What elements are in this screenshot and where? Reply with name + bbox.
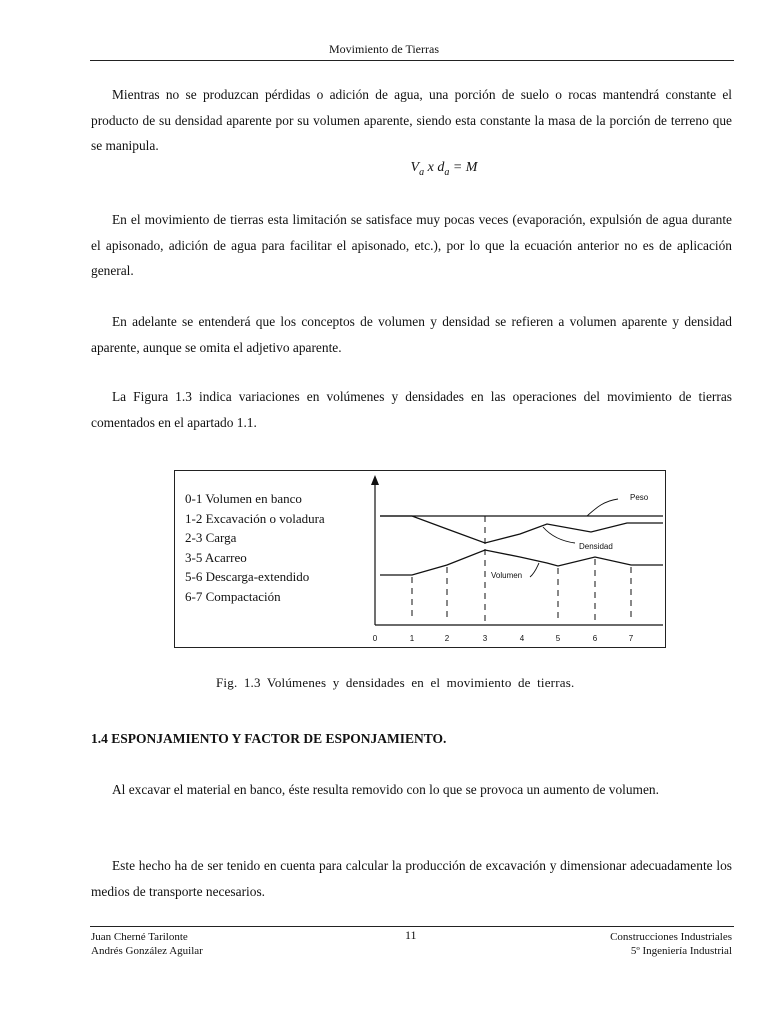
footer-author-1: Juan Cherné Tarilonte	[91, 931, 188, 943]
tick-label: 3	[482, 634, 488, 643]
tick-label: 2	[444, 634, 450, 643]
legend-item: 6-7 Compactación	[185, 588, 281, 604]
footer-author-2: Andrés González Aguilar	[91, 945, 203, 957]
header-rule	[90, 60, 734, 61]
paragraph-1: Mientras no se produzcan pérdidas o adición de agua, una porción de suelo o rocas mantendrá constante el producto de su densidad aparente por su volumen aparente, siendo esta constante la masa de la porción de terreno que se manipula.	[91, 87, 732, 153]
legend-item: 3-5 Acarreo	[185, 549, 247, 565]
section-heading: 1.4 ESPONJAMIENTO Y FACTOR DE ESPONJAMIENTO.	[91, 731, 447, 746]
figure-caption: Fig. 1.3 Volúmenes y densidades en el movimiento de tierras.	[216, 675, 575, 690]
tick-label: 0	[372, 634, 378, 643]
densidad-leader	[543, 527, 575, 543]
volumen-leader	[530, 563, 539, 577]
equation-sub-2: a	[444, 166, 450, 178]
peso-label: Peso	[630, 493, 649, 502]
peso-leader	[587, 499, 618, 516]
page-number: 11	[405, 928, 417, 942]
section-paragraph-1: Al excavar el material en banco, éste resulta removido con lo que se provoca un aumento de volumen.	[112, 782, 659, 797]
equation-mid: x d	[424, 160, 445, 175]
densidad-line	[380, 516, 663, 543]
figure-1-3	[174, 470, 666, 648]
tick-label: 5	[555, 634, 561, 643]
legend-item: 0-1 Volumen en banco	[185, 491, 302, 506]
figure-diagram	[175, 471, 665, 647]
equation-sub-1: a	[419, 166, 425, 178]
legend-item: 5-6 Descarga-extendido	[185, 569, 310, 584]
footer-course-line-1: Construcciones Industriales	[610, 931, 732, 943]
tick-label: 4	[519, 634, 525, 643]
tick-label: 7	[628, 634, 634, 643]
tick-label: 6	[592, 634, 598, 643]
footer-authors	[91, 930, 203, 958]
paragraph-3: En adelante se entenderá que los conceptos de volumen y densidad se refieren a volumen aparente y densidad aparente, aunque se omita el adjetivo aparente.	[91, 314, 732, 355]
paragraph-4: La Figura 1.3 indica variaciones en volúmenes y densidades en las operaciones del movimiento de tierras comentados en el apartado 1.1.	[91, 389, 732, 430]
densidad-label: Densidad	[579, 542, 613, 551]
running-header: Movimiento de Tierras	[329, 42, 439, 56]
legend-item: 2-3 Carga	[185, 530, 237, 545]
legend-item: 1-2 Excavación o voladura	[185, 510, 325, 526]
tick-label: 1	[409, 634, 415, 643]
section-paragraph-2: Este hecho ha de ser tenido en cuenta para calcular la producción de excavación y dimensionar adecuadamente los medios de transporte necesarios.	[91, 858, 732, 899]
equation	[60, 160, 768, 178]
footer-rule	[90, 926, 734, 927]
stage-dividers	[412, 516, 631, 621]
volumen-label: Volumen	[491, 571, 523, 580]
footer-course-line-2: 5º Ingeniería Industrial	[630, 945, 732, 957]
paragraph-2: En el movimiento de tierras esta limitación se satisface muy pocas veces (evaporación, expulsión de agua durante el apisonado, adición de agua para facilitar el apisonado, etc.), por lo que la ecuación anterior no es de aplicación general.	[91, 212, 732, 278]
equation-v: V	[410, 160, 420, 175]
footer-course	[610, 930, 732, 958]
equation-rhs: = M	[449, 160, 478, 175]
y-axis-arrow-icon	[371, 475, 379, 485]
